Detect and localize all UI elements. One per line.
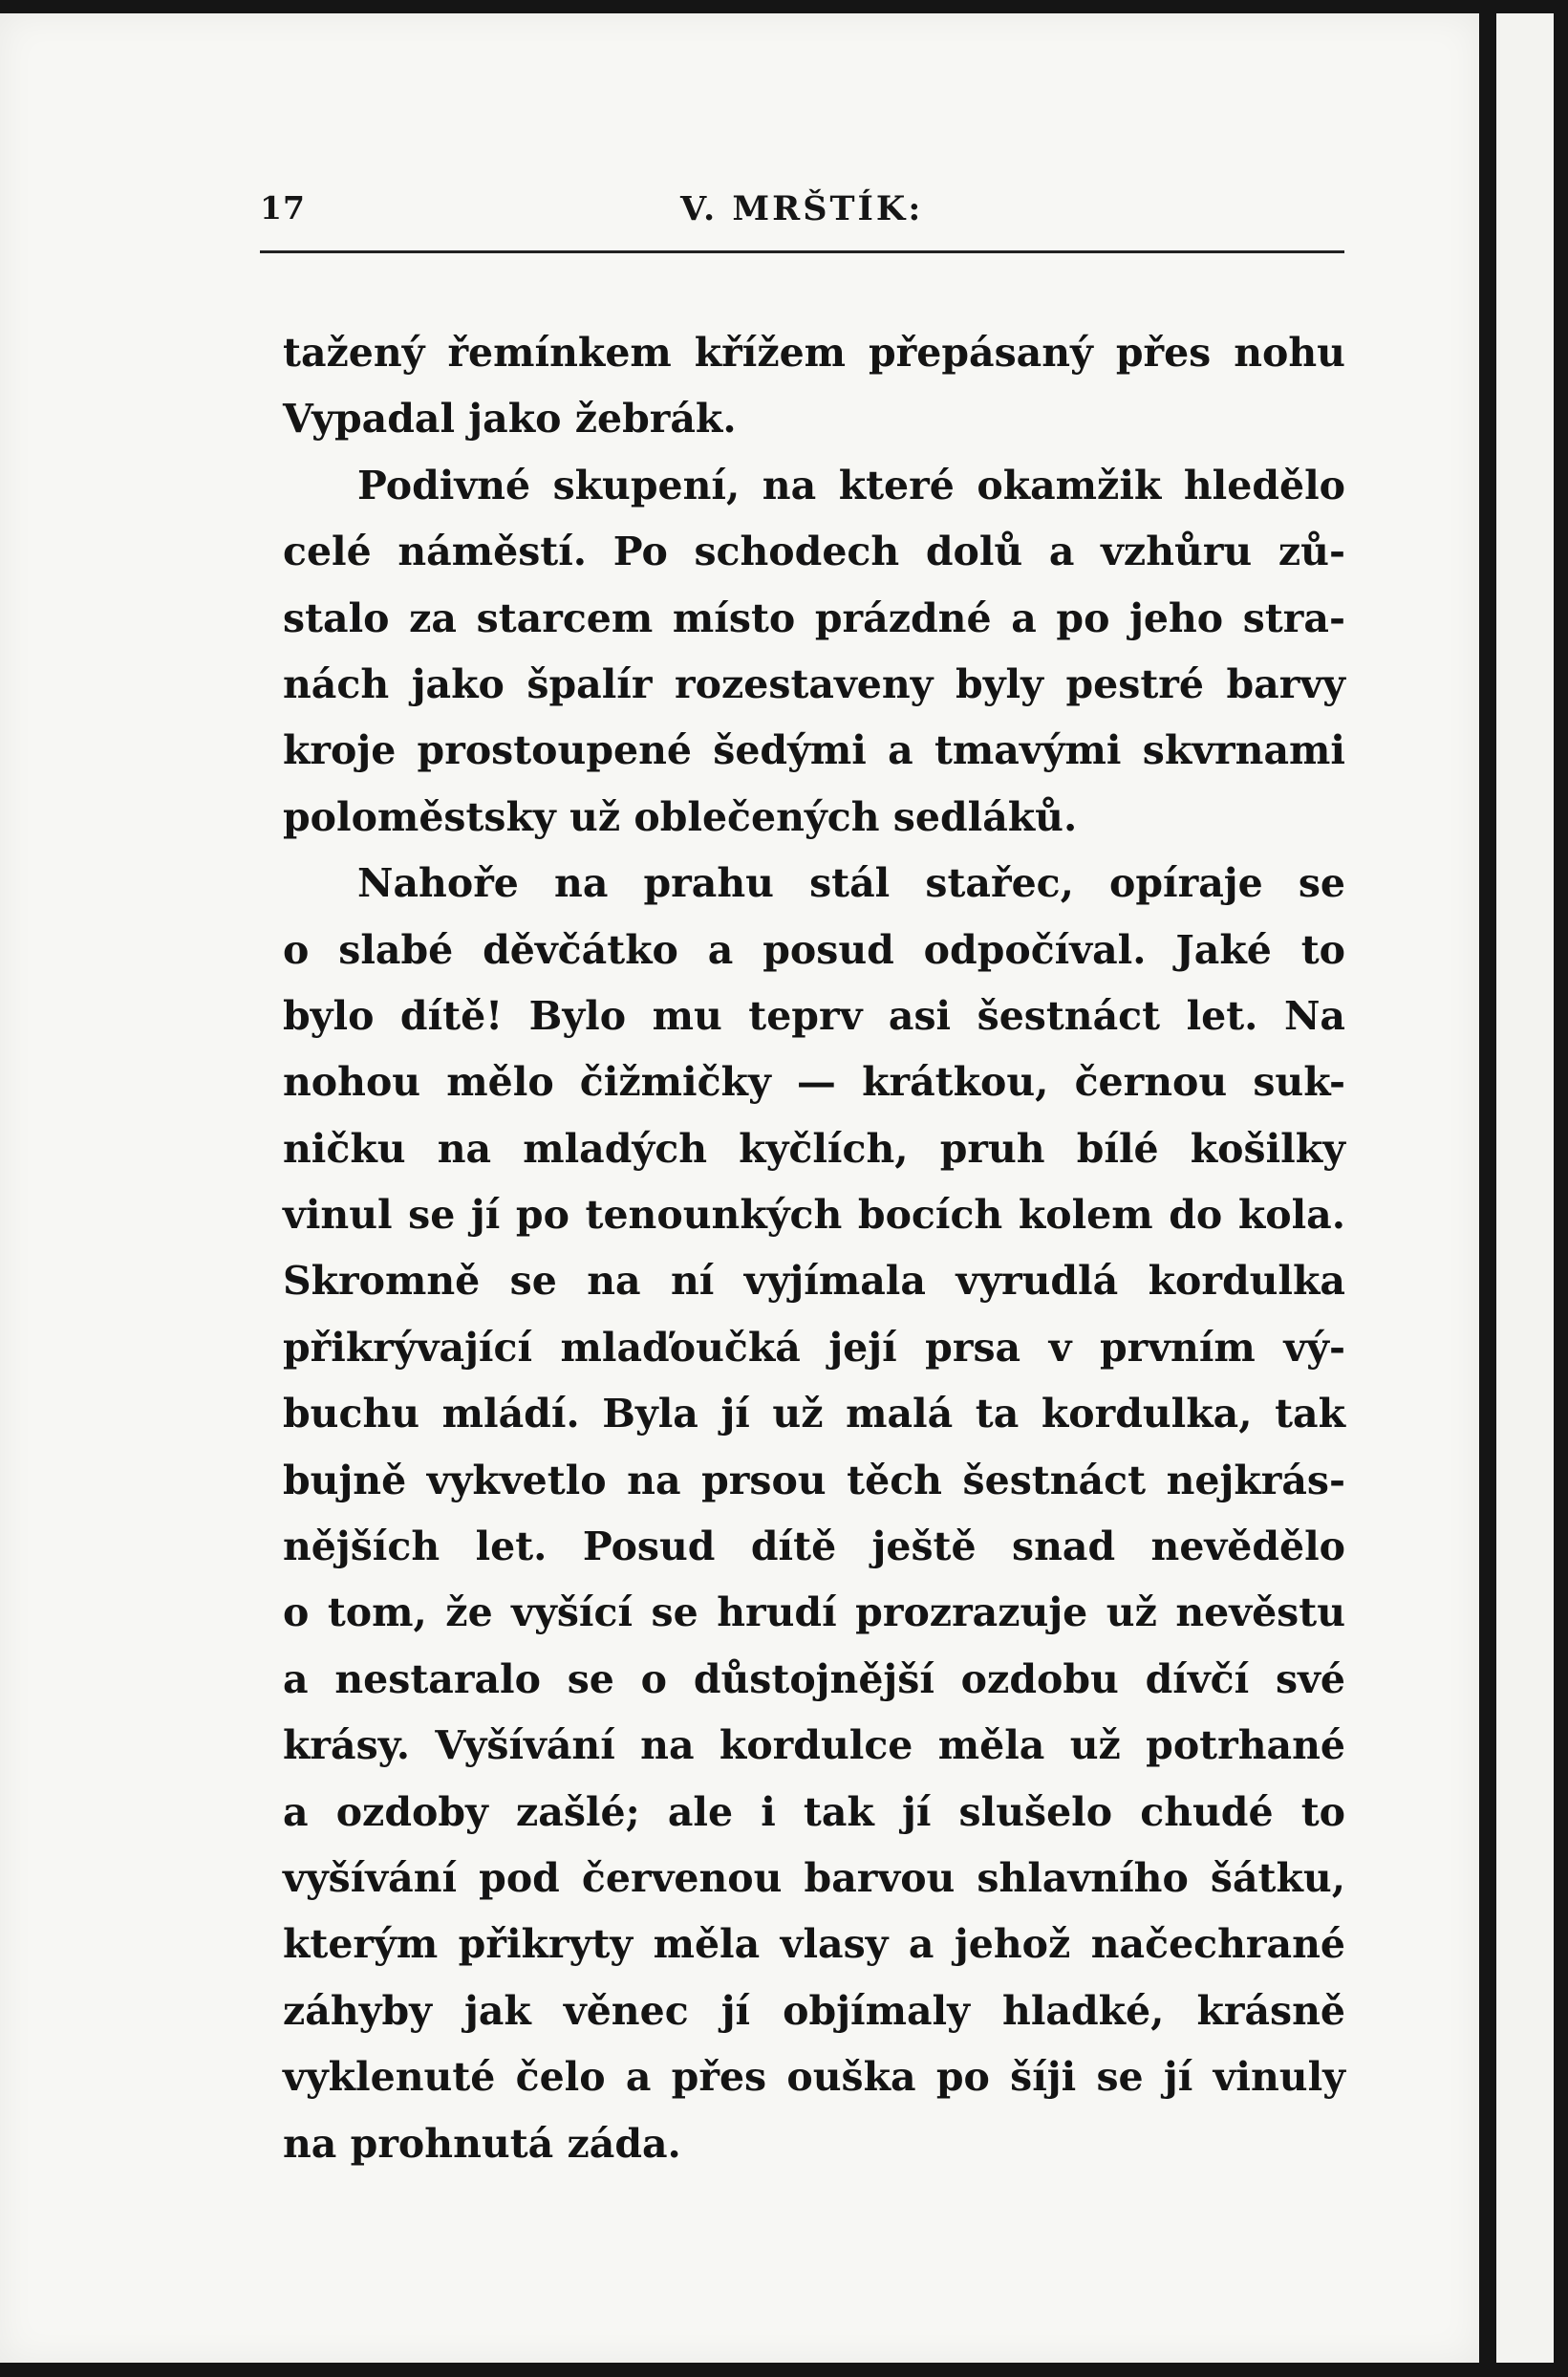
header-rule <box>260 250 1344 253</box>
text-line: přikrývající mlaďoučká její prsa v prvním vý- <box>283 1324 1345 1371</box>
text-line: záhyby jak věnec jí objímaly hladké, krásně <box>283 1987 1345 2034</box>
text-line: stalo za starcem místo prázdné a po jeho stra- <box>283 594 1345 641</box>
text-line: poloměstsky už oblečených sedláků. <box>283 793 1078 840</box>
page-header <box>260 189 1344 247</box>
text-line: vinul se jí po tenounkých bocích kolem do kola. <box>283 1192 1345 1239</box>
text-line: ničku na mladých kyčlích, pruh bílé košilky <box>283 1125 1345 1172</box>
text-line: kroje prostoupené šedými a tmavými skvrnami <box>283 727 1345 774</box>
adjacent-page-edge <box>1496 13 1554 2363</box>
text-line: a nestaralo se o důstojnější ozdobu dívčí své <box>283 1655 1345 1702</box>
text-line: bujně vykvetlo na prsou těch šestnáct nejkrás- <box>283 1457 1345 1503</box>
body-text <box>283 320 1345 2177</box>
page-number: 17 <box>260 189 306 227</box>
text-line: kterým přikryty měla vlasy a jehož načechrané <box>283 1921 1345 1968</box>
text-line: na prohnutá záda. <box>283 2120 681 2167</box>
text-line: nějších let. Posud dítě ještě snad nevědělo <box>283 1523 1345 1570</box>
text-line: vyklenuté čelo a přes ouška po šíji se jí vinuly <box>283 2054 1345 2101</box>
text-line: tažený řemínkem křížem přepásaný přes nohu <box>283 330 1345 376</box>
text-line: bylo dítě! Bylo mu teprv asi šestnáct let. Na <box>283 992 1345 1039</box>
text-line: o slabé děvčátko a posud odpočíval. Jaké to <box>283 926 1345 973</box>
text-line: Vypadal jako žebrák. <box>283 396 737 443</box>
text-line: vyšívání pod červenou barvou shlavního šátku, <box>283 1854 1345 1901</box>
text-line: buchu mládí. Byla jí už malá ta kordulka, tak <box>283 1391 1345 1437</box>
text-line: celé náměstí. Po schodech dolů a vzhůru zů- <box>283 529 1345 575</box>
running-title: V. MRŠTÍK: <box>680 189 924 228</box>
text-line: o tom, že vyšící se hrudí prozrazuje už nevěstu <box>283 1589 1345 1636</box>
text-line: Nahoře na prahu stál stařec, opíraje se <box>357 860 1345 907</box>
text-line: Podivné skupení, na které okamžik hledělo <box>357 462 1345 508</box>
text-line: a ozdoby zašlé; ale i tak jí slušelo chudé to <box>283 1788 1345 1835</box>
text-line: nách jako špalír rozestaveny byly pestré barvy <box>283 660 1345 707</box>
text-line: krásy. Vyšívání na kordulce měla už potrhané <box>283 1722 1345 1769</box>
text-line: nohou mělo čižmičky — krátkou, černou suk- <box>283 1059 1345 1106</box>
text-line: Skromně se na ní vyjímala vyrudlá kordulka <box>283 1258 1345 1305</box>
